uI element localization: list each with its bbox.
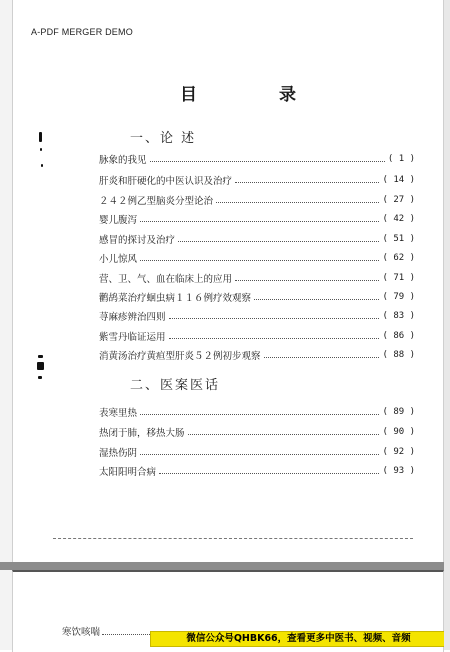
toc-entry-page: ( 71 ) [382, 273, 415, 283]
toc-entry-page: ( 42 ) [382, 214, 415, 224]
leader-dots [140, 413, 379, 415]
toc-entry-title: 湿热伤阴 [99, 448, 138, 459]
toc-entry[interactable] [99, 150, 415, 168]
toc-entry-page: ( 1 ) [387, 154, 415, 164]
leader-dots [140, 453, 379, 455]
leader-dots [169, 317, 380, 319]
leader-dots [159, 472, 379, 474]
toc-entry-page: ( 90 ) [382, 427, 415, 437]
margin-mark [40, 148, 42, 151]
toc-entry-page: ( 62 ) [382, 253, 415, 263]
toc-entry[interactable] [99, 249, 415, 267]
toc-entry[interactable] [99, 443, 415, 461]
toc-entry[interactable] [99, 269, 415, 287]
toc-entry-title: 寒饮咳喘 [62, 627, 101, 638]
toc-entry-page: ( 88 ) [382, 350, 415, 360]
toc-entry-title: 鹳鸪菜治疗蛔虫病１１６例疗效观察 [99, 293, 252, 304]
toc-entry-title: 紫雪丹临证运用 [99, 332, 166, 343]
toc-entry-title: 消黄汤治疗黄疸型肝炎５２例初步观察 [99, 351, 261, 362]
toc-entry[interactable] [99, 171, 415, 189]
pdf-page [12, 0, 444, 562]
toc-entry-title: 热闭于肺，移热大肠 [99, 428, 185, 439]
toc-entry-page: ( 86 ) [382, 331, 415, 341]
scrollbar[interactable] [444, 0, 450, 650]
toc-entry[interactable] [99, 288, 415, 306]
toc-entry-page: ( 51 ) [382, 234, 415, 244]
toc-entry-title: 表寒里热 [99, 408, 138, 419]
watermark-label: A-PDF MERGER DEMO [31, 27, 133, 37]
section-heading: 二、医案医话 [130, 378, 221, 393]
promo-banner: 微信公众号QHBK66，查看更多中医书、视频、音频 [150, 631, 447, 647]
toc-entry-page: ( 14 ) [382, 175, 415, 185]
page-separator [0, 562, 450, 570]
leader-dots [150, 160, 385, 162]
margin-mark [38, 376, 42, 379]
leader-dots [216, 201, 379, 203]
toc-entry-title: ２４２例乙型脑炎分型论治 [99, 196, 214, 207]
toc-entry-page: ( 27 ) [382, 195, 415, 205]
leader-dots [235, 279, 379, 281]
leader-dots [140, 220, 379, 222]
margin-mark [41, 164, 43, 167]
margin-mark [37, 362, 44, 370]
leader-dots [254, 298, 379, 300]
toc-entry-title: 太阳阳明合病 [99, 467, 157, 478]
toc-entry-title: 脉象的我见 [99, 155, 147, 166]
leader-dots [140, 259, 379, 261]
margin-mark [38, 355, 43, 358]
toc-entry[interactable] [99, 423, 415, 441]
leader-dots [178, 240, 379, 242]
toc-entry-title: 肝炎和肝硬化的中医认识及治疗 [99, 176, 233, 187]
page-bottom-rule [53, 538, 413, 539]
toc-entry-title: 营、卫、气、血在临床上的应用 [99, 274, 233, 285]
toc-entry-page: ( 89 ) [382, 407, 415, 417]
page-title: 目 录 [180, 85, 334, 105]
leader-dots [169, 337, 380, 339]
toc-entry[interactable] [99, 191, 415, 209]
leader-dots [264, 356, 380, 358]
toc-entry-page: ( 93 ) [382, 466, 415, 476]
toc-entry-title: 婴儿腹泻 [99, 215, 138, 226]
leader-dots [188, 433, 380, 435]
toc-entry[interactable] [99, 307, 415, 325]
section-heading: 一、论 述 [130, 131, 197, 146]
toc-entry[interactable] [99, 327, 415, 345]
toc-entry[interactable] [99, 210, 415, 228]
leader-dots [235, 181, 379, 183]
toc-entry-title: 感冒的探讨及治疗 [99, 235, 176, 246]
toc-entry[interactable] [99, 346, 415, 364]
toc-entry[interactable] [99, 462, 415, 480]
toc-entry-title: 荨麻疹辨治四则 [99, 312, 166, 323]
toc-entry[interactable] [99, 403, 415, 421]
toc-entry[interactable] [99, 230, 415, 248]
toc-entry-page: ( 83 ) [382, 311, 415, 321]
margin-mark [39, 132, 42, 142]
toc-entry-page: ( 79 ) [382, 292, 415, 302]
toc-entry-page: ( 92 ) [382, 447, 415, 457]
toc-entry-title: 小儿惊风 [99, 254, 138, 265]
